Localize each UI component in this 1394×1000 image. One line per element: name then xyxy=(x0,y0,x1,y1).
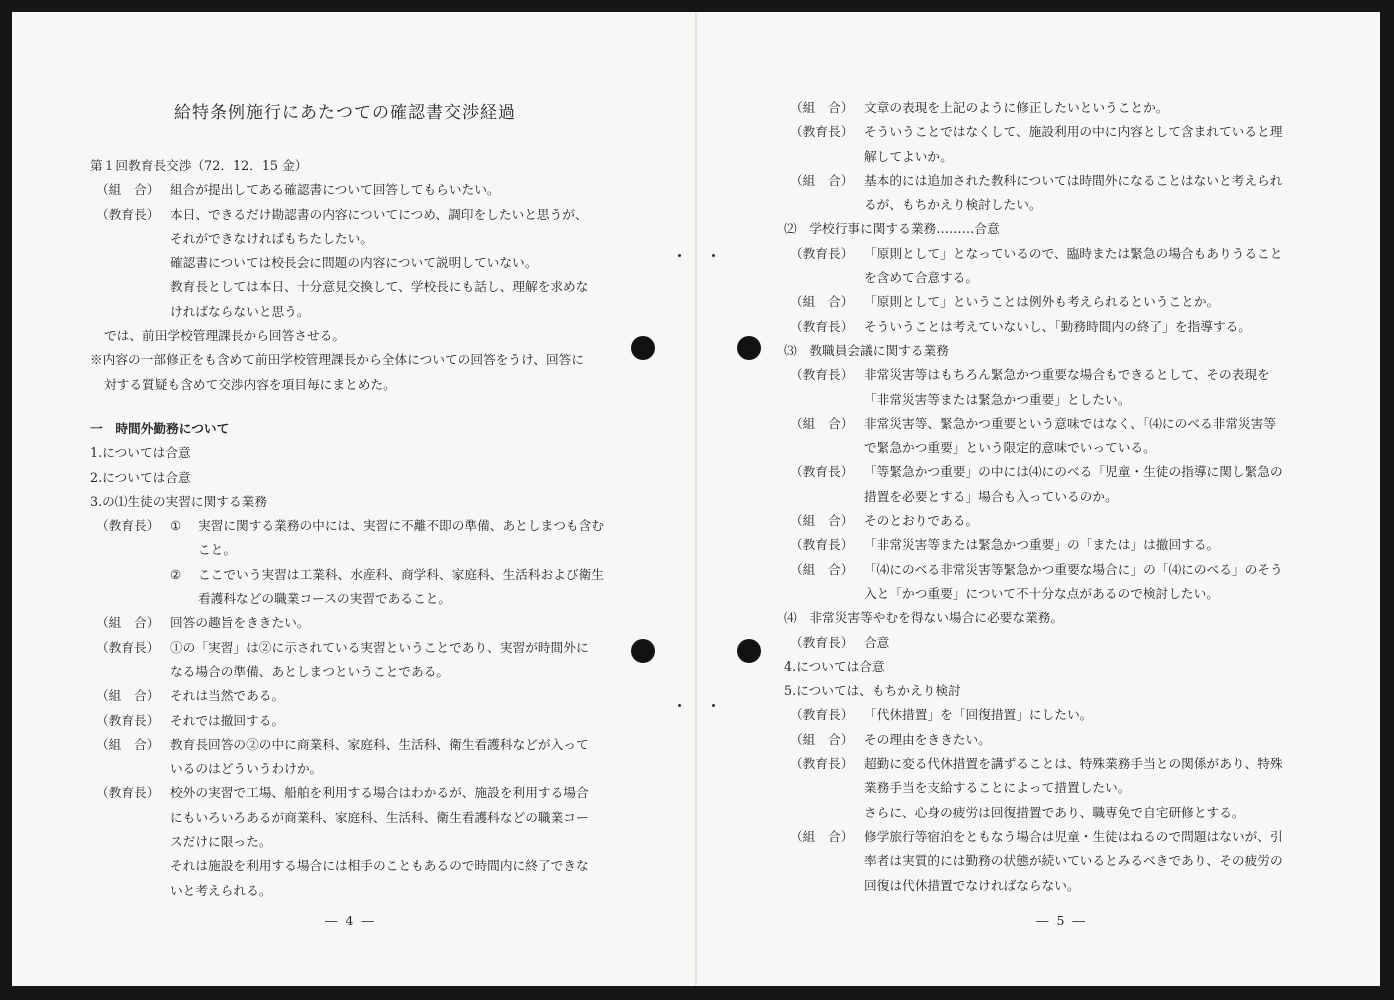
continuation-line: で緊急かつ重要」という限定的意味でいっている。 xyxy=(864,440,1156,456)
document-sheet xyxy=(12,12,1380,986)
dialogue-line xyxy=(784,631,1324,655)
dialogue-text: 回答の趣旨をききたい。 xyxy=(170,615,310,631)
page-body xyxy=(90,154,630,903)
continuation-line: を含めて合意する。 xyxy=(864,270,979,286)
dialogue-text: 本日、できるだけ勘認書の内容についてにつめ、調印をしたいと思うが、 xyxy=(170,206,588,222)
continuation-line: それは施設を利用する場合には相手のこともあるので時間内に終了できな xyxy=(170,858,589,874)
speaker-label: （組 合） xyxy=(790,828,854,844)
binding-mark xyxy=(712,254,715,257)
dialogue-text: 超勤に変る代休措置を講ずることは、特殊業務手当との関係があり、特殊 xyxy=(864,756,1283,772)
text-line: では、前田学校管理課長から回答させる。 xyxy=(104,328,346,344)
dialogue-line xyxy=(784,509,1324,533)
speaker-label: （教育長） xyxy=(96,785,160,801)
dialogue-line xyxy=(784,558,1324,582)
dialogue-text: 非常災害等、緊急かつ重要という意味ではなく、「⑷にのべる非常災害等 xyxy=(864,415,1277,431)
numbered-item xyxy=(90,514,630,538)
binding-hole xyxy=(737,639,761,663)
dialogue-text: 非常災害等はもちろん緊急かつ重要な場合もできるとして、その表現を xyxy=(864,367,1270,383)
speaker-label: （教育長） xyxy=(790,318,854,334)
note-line: 対する質疑も含めて交渉内容を項目毎にまとめた。 xyxy=(104,376,396,392)
page-number: ― 5 ― xyxy=(1036,913,1087,928)
speaker-label: （教育長） xyxy=(96,206,160,222)
speaker-label: （組 合） xyxy=(790,294,854,310)
continuation-line: それができなければもちたしたい。 xyxy=(170,230,373,246)
dialogue-line xyxy=(784,96,1324,120)
binding-hole xyxy=(631,336,655,360)
speaker-label: （教育長） xyxy=(790,464,854,480)
dialogue-text: そのとおりである。 xyxy=(864,513,979,529)
speaker-label: （組 合） xyxy=(790,172,854,188)
dialogue-text: 合意 xyxy=(864,634,890,650)
continuation-line: るが、もちかえり検討したい。 xyxy=(864,197,1042,213)
speaker-label: （組 合） xyxy=(790,561,854,577)
dialogue-line xyxy=(784,460,1324,484)
dialogue-line xyxy=(784,242,1324,266)
continuation-line: にもいろいろあるが商業科、家庭科、生活科、衛生看護科などの職業コー xyxy=(170,809,589,825)
text-line: 3.の⑴生徒の実習に関する業務 xyxy=(90,493,268,509)
text-line: 第１回教育長交渉（72．12．15 金） xyxy=(90,158,308,173)
speaker-label: （教育長） xyxy=(790,634,854,650)
item-text: ここでいう実習は工業科、水産科、商学科、家庭科、生活科および衛生 xyxy=(198,566,604,582)
binding-hole xyxy=(631,639,655,663)
continuation-line: いるのはどういうわけか。 xyxy=(170,761,323,777)
numbered-item xyxy=(90,563,630,587)
speaker-label: （教育長） xyxy=(790,707,854,723)
speaker-label: （組 合） xyxy=(790,100,854,115)
dialogue-text: そういうことは考えていないし、「勤務時間内の終了」を指導する。 xyxy=(864,318,1251,334)
speaker-label: （組 合） xyxy=(96,736,160,752)
dialogue-text: 「等緊急かつ重要」の中には⑷にのべる「児童・生徒の指導に関し緊急の xyxy=(864,464,1283,480)
continuation-line: スだけに限った。 xyxy=(170,834,272,850)
dialogue-line xyxy=(784,363,1324,387)
speaker-label: （教育長） xyxy=(790,124,854,140)
continuation-line: 措置を必要とする」場合も入っているのか。 xyxy=(864,488,1118,504)
continuation-line: なる場合の準備、あとしまつということである。 xyxy=(170,663,450,679)
speaker-label: （教育長） xyxy=(790,245,854,261)
dialogue-line xyxy=(784,315,1324,339)
continuation-line: 「非常災害等または緊急かつ重要」としたい。 xyxy=(864,391,1131,407)
page-number: ― 4 ― xyxy=(325,913,376,928)
item-text: 実習に関する業務の中には、実習に不離不即の準備、あとしまつも含む xyxy=(198,518,604,534)
dialogue-line xyxy=(90,178,630,202)
item-number: ① xyxy=(170,518,182,534)
binding-hole xyxy=(737,336,761,360)
continuation-line: 解してよいか。 xyxy=(864,148,953,164)
section-heading: 一 時間外勤務について xyxy=(90,420,230,436)
item-number: ② xyxy=(170,566,182,582)
dialogue-line xyxy=(90,684,630,708)
speaker-label: （組 合） xyxy=(96,615,160,631)
dialogue-line xyxy=(784,412,1324,436)
dialogue-line xyxy=(90,709,630,733)
dialogue-text: 「原則として」ということは例外も考えられるということか。 xyxy=(864,294,1220,310)
binding-mark xyxy=(678,254,681,257)
speaker-label: （組 合） xyxy=(790,731,854,747)
speaker-label: （教育長） xyxy=(96,518,160,534)
continuation-line: 業務手当を支給することによって措置したい。 xyxy=(864,780,1131,796)
text-line: 4.については合意 xyxy=(784,658,885,674)
document-title: 給特条例施行にあたつての確認書交渉経過 xyxy=(174,103,516,123)
dialogue-line xyxy=(784,825,1324,849)
dialogue-text: その理由をききたい。 xyxy=(864,731,991,747)
dialogue-line xyxy=(90,781,630,805)
dialogue-text: 修学旅行等宿泊をともなう場合は児童・生徒はねるので問題はないが、引 xyxy=(864,828,1283,844)
text-line: ⑷ 非常災害等やむを得ない場合に必要な業務。 xyxy=(784,610,1064,626)
continuation-line: 入と「かつ重要」について不十分な点があるので検討したい。 xyxy=(864,585,1219,601)
dialogue-text: 組合が提出してある確認書について回答してもらいたい。 xyxy=(170,182,500,198)
dialogue-line xyxy=(90,636,630,660)
dialogue-text: 「代休措置」を「回復措置」にしたい。 xyxy=(864,707,1093,723)
text-line: 5.については、もちかえり検討 xyxy=(784,683,961,699)
page-body xyxy=(784,96,1324,898)
page-right xyxy=(784,12,1324,986)
speaker-label: （教育長） xyxy=(96,712,160,728)
note-line: ※内容の一部修正をも含めて前田学校管理課長から全体についての回答をうけ、回答に xyxy=(90,352,585,368)
dialogue-text: そういうことではなくして、施設利用の中に内容として含まれていると理 xyxy=(864,124,1283,140)
binding-mark xyxy=(678,704,681,707)
dialogue-line xyxy=(784,290,1324,314)
page-fold xyxy=(695,12,697,986)
dialogue-line xyxy=(90,203,630,227)
dialogue-text: ①の「実習」は②に示されている実習ということであり、実習が時間外に xyxy=(170,639,589,655)
dialogue-text: 「非常災害等または緊急かつ重要」の「または」は撤回する。 xyxy=(864,537,1220,553)
dialogue-line xyxy=(784,703,1324,727)
continuation-line: 確認書については校長会に問題の内容について説明していない。 xyxy=(170,255,538,271)
dialogue-text: それでは撤回する。 xyxy=(170,712,285,728)
speaker-label: （教育長） xyxy=(790,537,854,553)
text-line: 2.については合意 xyxy=(90,469,191,485)
dialogue-line xyxy=(90,611,630,635)
speaker-label: （教育長） xyxy=(96,639,160,655)
speaker-label: （教育長） xyxy=(790,367,854,383)
speaker-label: （組 合） xyxy=(96,688,160,704)
dialogue-text: 教育長回答の②の中に商業科、家庭科、生活科、衛生看護科などが入って xyxy=(170,736,589,752)
continuation-line: 率者は実質的には勤務の状態が続いているとみるべきであり、その疲労の xyxy=(864,853,1283,869)
continuation-line: いと考えられる。 xyxy=(170,882,272,898)
text-line: ⑵ 学校行事に関する業務………合意 xyxy=(784,221,1000,237)
dialogue-line xyxy=(784,169,1324,193)
dialogue-line xyxy=(784,752,1324,776)
continuation-line: 教育長としては本日、十分意見交換して、学校長にも話し、理解を求めな xyxy=(170,279,589,295)
text-line: 1.については合意 xyxy=(90,445,191,461)
speaker-label: （教育長） xyxy=(790,756,854,772)
page-left xyxy=(90,12,630,986)
dialogue-text: 基本的には追加された教科については時間外になることはないと考えられ xyxy=(864,172,1283,188)
text-line: ⑶ 教職員会議に関する業務 xyxy=(784,342,949,358)
dialogue-text: それは当然である。 xyxy=(170,688,285,704)
speaker-label: （組 合） xyxy=(96,182,160,198)
dialogue-text: 文章の表現を上記のように修正したいということか。 xyxy=(864,100,1169,115)
continuation-line: 看護科などの職業コースの実習であること。 xyxy=(198,591,452,607)
dialogue-text: 校外の実習で工場、船舶を利用する場合はわかるが、施設を利用する場合 xyxy=(170,785,589,801)
continuation-line: ければならないと思う。 xyxy=(170,303,310,319)
speaker-label: （組 合） xyxy=(790,513,854,529)
speaker-label: （組 合） xyxy=(790,415,854,431)
dialogue-line xyxy=(784,533,1324,557)
dialogue-line xyxy=(784,120,1324,144)
continuation-line: 回復は代休措置でなければならない。 xyxy=(864,877,1080,893)
continuation-line: さらに、心身の疲労は回復措置であり、職専免で自宅研修とする。 xyxy=(864,804,1245,820)
dialogue-text: 「⑷にのべる非常災害等緊急かつ重要な場合に」の「⑷にのべる」のそう xyxy=(864,561,1283,577)
continuation-line: こと。 xyxy=(198,542,237,558)
dialogue-line xyxy=(90,733,630,757)
dialogue-line xyxy=(784,728,1324,752)
binding-mark xyxy=(712,704,715,707)
dialogue-text: 「原則として」となっているので、臨時または緊急の場合もありうること xyxy=(864,245,1283,261)
